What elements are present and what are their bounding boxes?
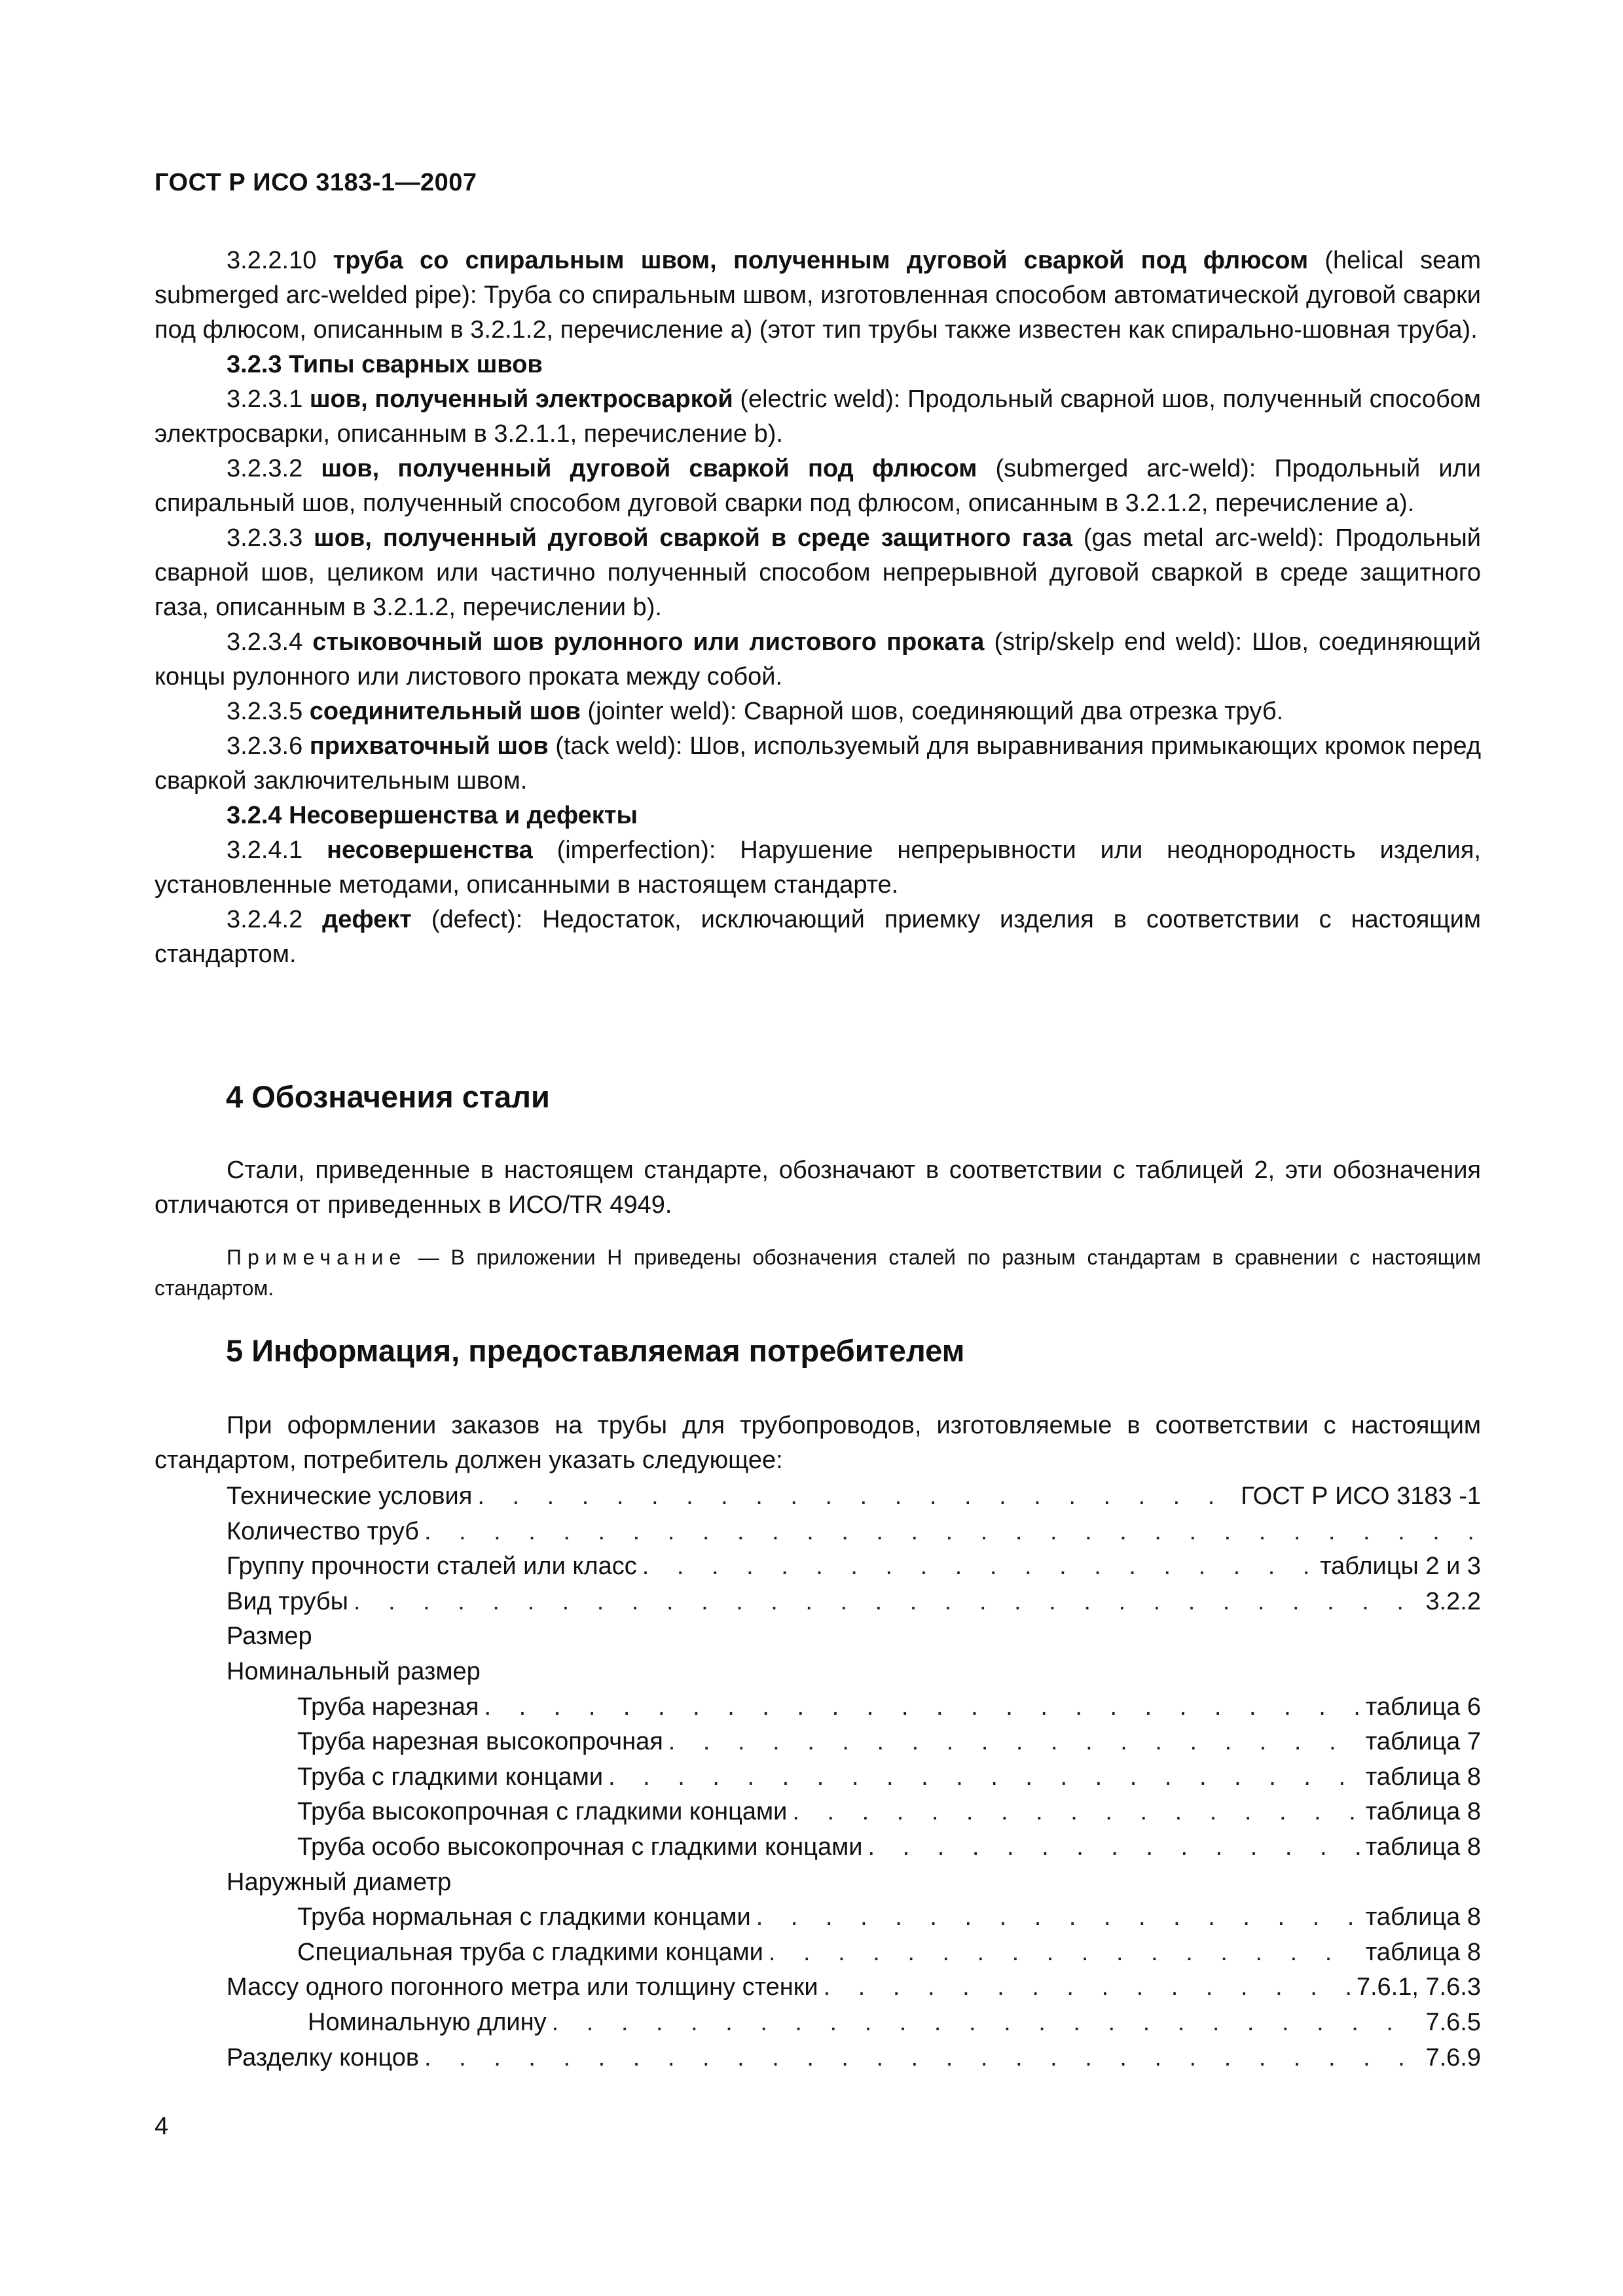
requirement-label: Труба высокопрочная с гладкими концами: [297, 1798, 788, 1826]
dot-leader: [792, 1795, 1360, 1830]
definition-paragraph: [155, 903, 1481, 972]
definition-number: 3.2.3.5: [227, 698, 310, 725]
dot-leader: [424, 2041, 1420, 2076]
definition-number: 3.2.3.3: [227, 524, 314, 552]
standard-header: ГОСТ Р ИСО 3183-1—2007: [155, 169, 477, 196]
requirement-label: Труба нарезная высокопрочная: [297, 1728, 663, 1756]
requirement-row: [155, 1935, 1481, 1971]
requirement-reference: 7.6.9: [1425, 2043, 1481, 2072]
dot-leader: [756, 1900, 1360, 1935]
dot-leader: [424, 1515, 1476, 1550]
requirement-reference: таблица 8: [1365, 1903, 1481, 1931]
requirement-reference: таблица 6: [1365, 1693, 1481, 1721]
requirement-row: [155, 1585, 1481, 1620]
dot-leader: [484, 1690, 1360, 1725]
definition-term: шов, полученный дуговой сваркой в среде защитного газа: [314, 524, 1072, 552]
definition-paragraph: [155, 382, 1481, 452]
requirement-reference: 7.6.5: [1425, 2008, 1481, 2036]
definition-term: дефект: [322, 906, 412, 933]
requirement-row: [155, 1865, 1481, 1901]
definition-paragraph: [155, 729, 1481, 798]
definition-text: (electric weld): Продольный сварной шов, полученный способом электросварки, описанным в 3.2.1.1, перечисление b).: [155, 386, 1481, 448]
requirement-row: [155, 1795, 1481, 1830]
definition-paragraph: [155, 833, 1481, 903]
requirement-label: Номинальный размер: [227, 1657, 481, 1685]
note-label: Примечание: [227, 1246, 407, 1269]
dot-leader: [552, 2005, 1421, 2041]
requirement-label: Количество труб: [227, 1517, 419, 1545]
requirement-label: Специальная труба с гладкими концами: [297, 1938, 763, 1966]
requirement-reference: таблица 8: [1365, 1798, 1481, 1826]
definition-number: 3.2.3.1: [227, 386, 310, 413]
definition-text: (gas metal arc-weld): Продольный сварной шов, целиком или частично полученный способом непрерывной дуговой сваркой в среде защитного газа, описанным в 3.2.1.2, перечислении b).: [155, 524, 1482, 621]
definitions-block: [155, 243, 1481, 972]
definition-text: (tack weld): Шов, используемый для выравнивания примыкающих кромок перед сваркой заключительным швом.: [155, 732, 1482, 795]
definition-text: (imperfection): Нарушение непрерывности или неоднородность изделия, установленные методами, описанными в настоящем стандарте.: [155, 836, 1481, 899]
requirement-label: Труба с гладкими концами: [297, 1763, 604, 1791]
definition-paragraph: [155, 694, 1481, 729]
definition-text: (strip/skelp end weld): Шов, соединяющий концы рулонного или листового проката между собой.: [155, 628, 1481, 691]
requirement-row: [155, 1619, 1481, 1655]
definition-number: 3.2.4.1: [227, 836, 327, 864]
dot-leader: [868, 1830, 1360, 1865]
requirement-label: Массу одного погонного метра или толщину стенки: [227, 1973, 818, 2001]
requirement-reference: таблица 7: [1365, 1728, 1481, 1756]
requirement-reference: 3.2.2: [1425, 1587, 1481, 1615]
definition-term: соединительный шов: [309, 698, 581, 725]
section-5-title: 5 Информация, предоставляемая потребителем: [226, 1333, 965, 1368]
requirement-reference: таблица 8: [1365, 1938, 1481, 1966]
requirement-reference: таблицы 2 и 3: [1320, 1552, 1481, 1581]
definition-term: прихваточный шов: [309, 732, 549, 760]
definition-number: 3.2.3.6: [227, 732, 310, 760]
page-number: 4: [155, 2113, 169, 2140]
requirement-reference: 7.6.1, 7.6.3: [1356, 1973, 1481, 2001]
subsection-heading: 3.2.3 Типы сварных швов: [227, 351, 543, 378]
definition-paragraph: [155, 521, 1481, 625]
definition-text: (helical seam submerged arc-welded pipe): Труба со спиральным швом, изготовленная способом автоматической дуговой сварки под флюсом, описанным в 3.2.1.2, перечисление а) (этот тип трубы также известен как спирально-шовная труба).: [155, 247, 1481, 344]
requirement-row: [155, 1970, 1481, 2005]
dot-leader: [477, 1479, 1235, 1515]
requirement-label: Наружный диаметр: [227, 1868, 452, 1896]
definition-text: (defect): Недостаток, исключающий приемку изделия в соответствии с настоящим стандартом.: [155, 906, 1481, 968]
definition-term: несовершенства: [327, 836, 533, 864]
definition-number: 3.2.2.10: [227, 247, 333, 274]
requirement-row: [155, 1830, 1481, 1865]
note-text: — В приложении Н приведены обозначения сталей по разным стандартам в сравнении с настоящим стандартом.: [155, 1246, 1481, 1300]
dot-leader: [668, 1725, 1360, 1760]
dot-leader: [769, 1935, 1360, 1971]
requirement-row: [155, 1479, 1481, 1515]
requirement-reference: ГОСТ Р ИСО 3183 -1: [1241, 1482, 1481, 1510]
requirement-reference: таблица 8: [1365, 1763, 1481, 1791]
section-4-text-block: [155, 1153, 1481, 1223]
requirement-row: [155, 1900, 1481, 1935]
requirement-row: [155, 1725, 1481, 1760]
section-4-paragraph: Стали, приведенные в настоящем стандарте, обозначают в соответствии с таблицей 2, эти обозначения отличаются от приведенных в ИСО/TR 4949.: [155, 1157, 1481, 1219]
definition-text: (submerged arc-weld): Продольный или спиральный шов, полученный способом дуговой сварки под флюсом, описанным в 3.2.1.2, перечисление а).: [155, 455, 1482, 517]
section-5-intro: При оформлении заказов на трубы для трубопроводов, изготовляемые в соответствии с настоящим стандартом, потребитель должен указать следующее:: [155, 1412, 1481, 1474]
definition-term: шов, полученный электросваркой: [309, 386, 733, 413]
dot-leader: [642, 1549, 1315, 1585]
requirement-label: Размер: [227, 1623, 312, 1651]
requirement-label: Труба особо высокопрочная с гладкими концами: [297, 1833, 863, 1861]
section-4-title: 4 Обозначения стали: [226, 1079, 550, 1114]
requirements-list: [155, 1479, 1481, 2075]
requirement-row: [155, 1549, 1481, 1585]
requirement-label: Труба нарезная: [297, 1693, 479, 1721]
requirement-label: Технические условия: [227, 1482, 473, 1510]
requirement-row: [155, 1690, 1481, 1725]
dot-leader: [608, 1760, 1360, 1795]
requirement-reference: таблица 8: [1365, 1833, 1481, 1861]
requirement-label: Номинальную длину: [308, 2008, 547, 2036]
definition-number: 3.2.3.4: [227, 628, 313, 656]
definition-term: шов, полученный дуговой сваркой под флюсом: [321, 455, 977, 482]
subsection-heading: 3.2.4 Несовершенства и дефекты: [227, 802, 638, 829]
requirement-row: [155, 1760, 1481, 1795]
requirement-label: Разделку концов: [227, 2043, 420, 2072]
section-5-intro-block: [155, 1408, 1481, 1478]
requirement-row: [155, 1515, 1481, 1550]
definition-paragraph: [155, 452, 1481, 521]
definition-number: 3.2.3.2: [227, 455, 321, 482]
section-4-note: [155, 1242, 1481, 1304]
requirement-label: Труба нормальная с гладкими концами: [297, 1903, 751, 1931]
definition-term: труба со спиральным швом, полученным дуговой сваркой под флюсом: [333, 247, 1309, 274]
definition-number: 3.2.4.2: [227, 906, 323, 933]
definition-paragraph: [155, 625, 1481, 694]
dot-leader: [354, 1585, 1421, 1620]
definition-term: стыковочный шов рулонного или листового проката: [312, 628, 985, 656]
requirement-row: [155, 2041, 1481, 2076]
requirement-label: Группу прочности сталей или класс: [227, 1552, 637, 1581]
requirement-label: Вид трубы: [227, 1587, 348, 1615]
definition-paragraph: [155, 243, 1481, 348]
dot-leader: [824, 1970, 1351, 2005]
definition-text: (jointer weld): Сварной шов, соединяющий два отрезка труб.: [580, 698, 1284, 725]
requirement-row: [155, 2005, 1481, 2041]
requirement-row: [155, 1655, 1481, 1690]
